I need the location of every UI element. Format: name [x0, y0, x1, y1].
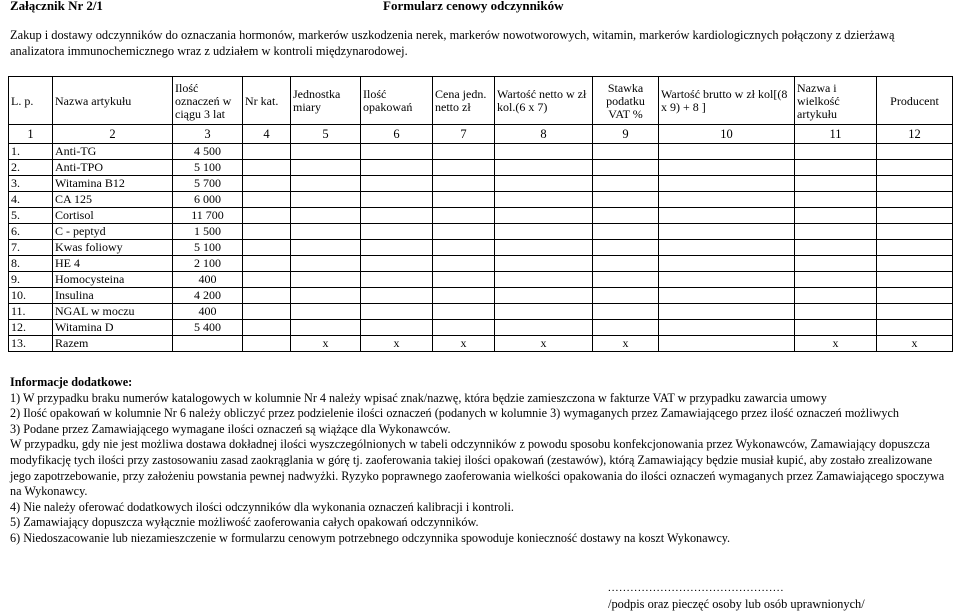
header-lp: L. p. — [9, 77, 53, 125]
table-row — [9, 304, 953, 320]
empty-cell — [495, 240, 593, 256]
empty-cell — [877, 144, 953, 160]
empty-cell — [659, 320, 795, 336]
empty-cell — [291, 320, 361, 336]
row-qty: 1 500 — [173, 224, 243, 240]
empty-cell — [795, 208, 877, 224]
empty-cell — [877, 160, 953, 176]
table-row — [9, 320, 953, 336]
header-net-value: Wartość netto w zł kol.(6 x 7) — [495, 77, 593, 125]
row-lp: 6. — [9, 224, 53, 240]
empty-cell — [877, 176, 953, 192]
empty-cell — [877, 208, 953, 224]
empty-cell — [495, 224, 593, 240]
empty-cell — [291, 256, 361, 272]
info-item: 2) Ilość opakowań w kolumnie Nr 6 należy obliczyć przez podzielenie ilości oznaczeń (podanych w kolumnie 3) wymaganych przez Zamawiającego przez ilość oznaczeń możliwych — [10, 406, 899, 421]
header-unit-price: Cena jedn. netto zł — [433, 77, 495, 125]
total-x: x — [593, 336, 659, 352]
empty-cell — [795, 160, 877, 176]
colnum: 3 — [173, 125, 243, 144]
row-qty: 5 400 — [173, 320, 243, 336]
table-row — [9, 288, 953, 304]
row-qty: 4 200 — [173, 288, 243, 304]
empty-cell — [659, 224, 795, 240]
row-qty: 11 700 — [173, 208, 243, 224]
empty-cell — [243, 176, 291, 192]
empty-cell — [433, 224, 495, 240]
info-item: 4) Nie należy oferować dodatkowych ilości odczynników dla wykonania oznaczeń kalibracji i kontroli. — [10, 499, 514, 514]
row-name: Witamina B12 — [53, 176, 173, 192]
empty-cell — [795, 304, 877, 320]
empty-cell — [795, 176, 877, 192]
empty-cell — [243, 240, 291, 256]
empty-cell — [291, 144, 361, 160]
empty-cell — [593, 192, 659, 208]
empty-cell — [659, 272, 795, 288]
row-name: HE 4 — [53, 256, 173, 272]
row-name: Witamina D — [53, 320, 173, 336]
empty-cell — [659, 160, 795, 176]
table-row — [9, 176, 953, 192]
table-row — [9, 272, 953, 288]
header-name: Nazwa artykułu — [53, 77, 173, 125]
column-numbers-row — [9, 125, 953, 144]
info-item: 6) Niedoszacowanie lub niezamieszczenie w formularzu cenowym potrzebnego odczynnika spowoduje konieczność dostawy na koszt Wykonawcy. — [10, 530, 731, 545]
row-name: NGAL w moczu — [53, 304, 173, 320]
empty-cell — [243, 288, 291, 304]
empty-cell — [433, 256, 495, 272]
empty-cell — [659, 240, 795, 256]
empty-cell — [659, 256, 795, 272]
empty-cell — [877, 256, 953, 272]
empty-cell — [795, 272, 877, 288]
empty-cell — [361, 288, 433, 304]
empty-cell — [593, 160, 659, 176]
table-row — [9, 192, 953, 208]
table-row — [9, 160, 953, 176]
info-heading: Informacje dodatkowe: — [10, 375, 133, 389]
row-name: Kwas foliowy — [53, 240, 173, 256]
empty-cell — [361, 144, 433, 160]
empty-cell — [361, 272, 433, 288]
row-lp: 8. — [9, 256, 53, 272]
empty-cell — [877, 288, 953, 304]
empty-cell — [593, 176, 659, 192]
empty-cell — [877, 224, 953, 240]
colnum: 11 — [795, 125, 877, 144]
colnum: 12 — [877, 125, 953, 144]
empty-cell — [659, 176, 795, 192]
empty-cell — [659, 192, 795, 208]
row-name: Cortisol — [53, 208, 173, 224]
colnum: 7 — [433, 125, 495, 144]
header-vat: Stawka podatku VAT % — [593, 77, 659, 125]
empty-cell — [495, 256, 593, 272]
table-header-row — [9, 77, 953, 125]
info-item: W przypadku, gdy nie jest możliwa dostawa dokładnej ilości wyszczególnionych w tabeli odczynników z powodu sposobu konfekcjonowania przez Wykonawców, Zamawiający dopuszcza modyfikację tych ilości przy zastosowaniu zasad zaokrąglania w górę tj. zaoferowania takiej ilości opakowań (zestawów), którą Zamawiający będzie musiał kupić, aby zostało zrealizowane jego zapotrzebowanie, przy założeniu powstania pewnej nadwyżki. Ryzyko poprawnego zaoferowania wielkości opakowania do ilości oznaczeń wymaganych przez Zamawiającego spoczywa na Wykonawcy. — [10, 437, 945, 499]
header-article: Nazwa i wielkość artykułu — [795, 77, 877, 125]
empty-cell — [877, 304, 953, 320]
empty-cell — [795, 320, 877, 336]
empty-cell — [291, 304, 361, 320]
row-lp: 7. — [9, 240, 53, 256]
empty-cell — [795, 240, 877, 256]
total-row — [9, 336, 953, 352]
price-table — [8, 76, 953, 352]
empty-cell — [659, 144, 795, 160]
header-catalog: Nr kat. — [243, 77, 291, 125]
empty-cell — [795, 192, 877, 208]
empty-cell — [495, 320, 593, 336]
total-x: x — [495, 336, 593, 352]
empty-cell — [243, 256, 291, 272]
empty-cell — [433, 192, 495, 208]
total-label: Razem — [53, 336, 173, 352]
empty-cell — [495, 192, 593, 208]
empty-cell — [877, 272, 953, 288]
empty-cell — [593, 256, 659, 272]
row-qty: 400 — [173, 304, 243, 320]
empty-cell — [593, 144, 659, 160]
empty-cell — [659, 208, 795, 224]
row-qty: 5 100 — [173, 160, 243, 176]
empty-cell — [795, 144, 877, 160]
empty-cell — [243, 272, 291, 288]
empty-cell — [361, 240, 433, 256]
row-lp: 3. — [9, 176, 53, 192]
total-lp: 13. — [9, 336, 53, 352]
empty-cell — [361, 208, 433, 224]
empty-cell — [593, 304, 659, 320]
empty-cell — [433, 240, 495, 256]
header-qty: Ilość oznaczeń w ciągu 3 lat — [173, 77, 243, 125]
empty-cell — [795, 288, 877, 304]
empty-cell — [495, 144, 593, 160]
colnum: 6 — [361, 125, 433, 144]
row-lp: 10. — [9, 288, 53, 304]
row-name: Anti-TPO — [53, 160, 173, 176]
row-qty: 6 000 — [173, 192, 243, 208]
header-gross-value: Wartość brutto w zł kol[(8 x 9) + 8 ] — [659, 77, 795, 125]
row-qty: 5 700 — [173, 176, 243, 192]
info-item: 1) W przypadku braku numerów katalogowych w kolumnie Nr 4 należy wpisać znak/nazwę, która będzie zamieszczona w fakturze VAT w przypadku zawarcia umowy — [10, 390, 827, 405]
empty-cell — [291, 176, 361, 192]
colnum: 10 — [659, 125, 795, 144]
info-item: 5) Zamawiający dopuszcza wyłącznie możliwość zaoferowania całych opakowań odczynników. — [10, 515, 479, 530]
colnum: 4 — [243, 125, 291, 144]
empty-cell — [291, 160, 361, 176]
colnum: 2 — [53, 125, 173, 144]
empty-cell — [433, 176, 495, 192]
empty-cell — [433, 320, 495, 336]
colnum: 1 — [9, 125, 53, 144]
empty-cell — [495, 304, 593, 320]
empty-cell — [291, 224, 361, 240]
empty-cell — [291, 208, 361, 224]
empty-cell — [291, 272, 361, 288]
row-name: Anti-TG — [53, 144, 173, 160]
row-name: CA 125 — [53, 192, 173, 208]
empty-cell — [433, 160, 495, 176]
total-x: x — [795, 336, 877, 352]
signature-label: /podpis oraz pieczęć osoby lub osób uprawnionych/ — [608, 597, 865, 611]
total-x: x — [361, 336, 433, 352]
empty-cell — [291, 288, 361, 304]
empty-cell — [495, 288, 593, 304]
empty-cell — [495, 176, 593, 192]
empty-cell — [433, 144, 495, 160]
table-row — [9, 240, 953, 256]
row-lp: 11. — [9, 304, 53, 320]
empty-cell — [593, 224, 659, 240]
empty-cell — [593, 208, 659, 224]
header-unit: Jednostka miary — [291, 77, 361, 125]
annex-label: Załącznik Nr 2/1 — [10, 0, 103, 13]
table-row — [9, 224, 953, 240]
empty-cell — [495, 208, 593, 224]
total-x: x — [433, 336, 495, 352]
empty-cell — [433, 304, 495, 320]
empty-cell — [361, 192, 433, 208]
empty-cell — [495, 160, 593, 176]
empty-cell — [877, 320, 953, 336]
colnum: 8 — [495, 125, 593, 144]
empty-cell — [243, 320, 291, 336]
row-qty: 400 — [173, 272, 243, 288]
intro-text: Zakup i dostawy odczynników do oznaczania hormonów, markerów uszkodzenia nerek, markerów nowotworowych, witamin, markerów kardiologicznych połączony z dzierżawą analizatora immunochemicznego wraz z udziałem w kontroli międzynarodowej. — [10, 28, 895, 58]
empty-cell — [243, 192, 291, 208]
empty-cell — [795, 256, 877, 272]
empty-cell — [659, 304, 795, 320]
row-name: C - peptyd — [53, 224, 173, 240]
row-lp: 4. — [9, 192, 53, 208]
empty-cell — [795, 224, 877, 240]
row-lp: 2. — [9, 160, 53, 176]
total-x: x — [291, 336, 361, 352]
empty-cell — [361, 304, 433, 320]
row-qty: 5 100 — [173, 240, 243, 256]
empty-cell — [291, 240, 361, 256]
empty-cell — [877, 192, 953, 208]
table-row — [9, 256, 953, 272]
row-lp: 12. — [9, 320, 53, 336]
table-row — [9, 144, 953, 160]
row-name: Insulina — [53, 288, 173, 304]
empty-cell — [361, 160, 433, 176]
empty-cell — [593, 240, 659, 256]
header-producer: Producent — [877, 77, 953, 125]
signature-line: ............................................... — [608, 582, 785, 594]
row-qty: 2 100 — [173, 256, 243, 272]
empty-cell — [433, 208, 495, 224]
empty-cell — [593, 320, 659, 336]
row-lp: 1. — [9, 144, 53, 160]
empty-cell — [243, 304, 291, 320]
empty-cell — [361, 320, 433, 336]
empty-cell — [243, 160, 291, 176]
empty-cell — [361, 176, 433, 192]
row-qty: 4 500 — [173, 144, 243, 160]
empty-cell — [243, 224, 291, 240]
header-packages: Ilość opakowań — [361, 77, 433, 125]
empty-cell — [243, 208, 291, 224]
row-lp: 9. — [9, 272, 53, 288]
total-x: x — [877, 336, 953, 352]
row-name: Homocysteina — [53, 272, 173, 288]
empty-cell — [243, 144, 291, 160]
empty-cell — [593, 272, 659, 288]
row-lp: 5. — [9, 208, 53, 224]
empty-cell — [361, 224, 433, 240]
empty-cell — [495, 272, 593, 288]
empty-cell — [291, 192, 361, 208]
colnum: 5 — [291, 125, 361, 144]
info-item: 3) Podane przez Zamawiającego wymagane ilości oznaczeń są wiążące dla Wykonawców. — [10, 421, 451, 436]
empty-cell — [433, 288, 495, 304]
empty-cell — [593, 288, 659, 304]
additional-info — [10, 375, 950, 547]
table-row — [9, 208, 953, 224]
form-title: Formularz cenowy odczynników — [383, 0, 564, 13]
empty-cell — [877, 240, 953, 256]
colnum: 9 — [593, 125, 659, 144]
empty-cell — [433, 272, 495, 288]
empty-cell — [659, 288, 795, 304]
empty-cell — [361, 256, 433, 272]
